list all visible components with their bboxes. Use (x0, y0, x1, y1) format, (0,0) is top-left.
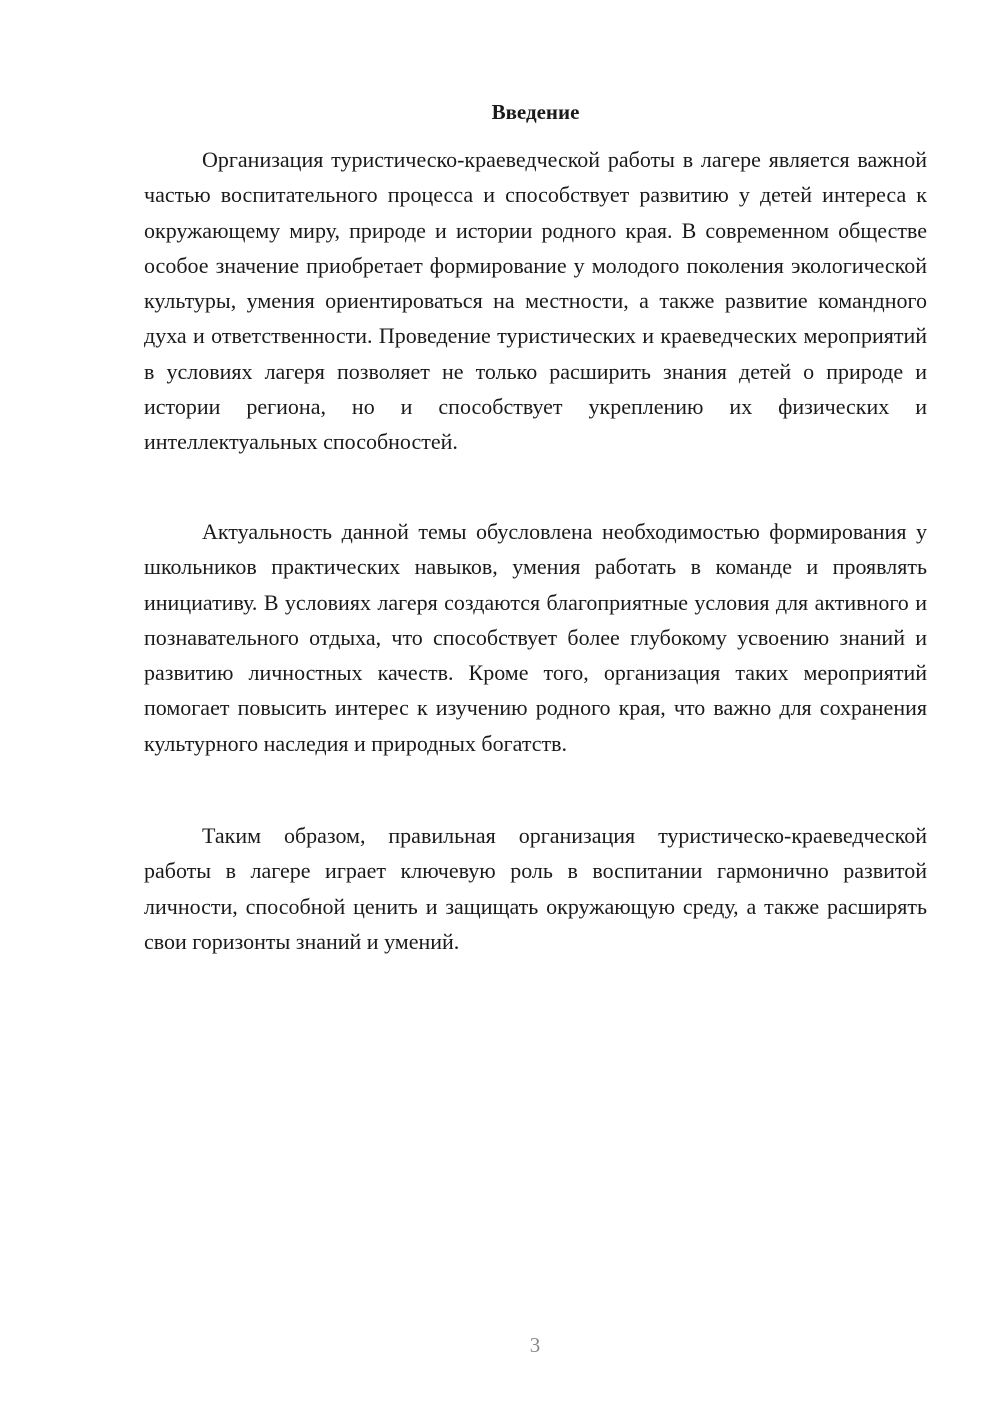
paragraph-conclusion: Таким образом, правильная организация туристическо-краеведческой работы в лагере играет ключевую роль в воспитании гармонично развитой личности, способной ценить и защищать окружающую среду, а также расширять свои горизонты знаний и умений. (144, 823, 927, 954)
paragraph-intro: Организация туристическо-краеведческой работы в лагере является важной частью воспитательного процесса и способствует развитию у детей интереса к окружающему миру, природе и истории родного края. В современном обществе особое значение приобретает формирование у молодого поколения экологической культуры, умения ориентироваться на местности, а также развитие командного духа и ответственности. Проведение туристических и краеведческих мероприятий в условиях лагеря позволяет не только расширить знания детей о природе и истории региона, но и способствует укреплению их физических и интеллектуальных способностей. (144, 147, 927, 455)
page-number: 3 (529, 1333, 541, 1357)
section-heading: Введение (491, 100, 580, 124)
paragraph-relevance: Актуальность данной темы обусловлена необходимостью формирования у школьников практических навыков, умения работать в команде и проявлять инициативу. В условиях лагеря создаются благоприятные условия для активного и познавательного отдыха, что способствует более глубокому усвоению знаний и развитию личностных качеств. Кроме того, организация таких мероприятий помогает повысить интерес к изучению родного края, что важно для сохранения культурного наследия и природных богатств. (144, 519, 927, 756)
